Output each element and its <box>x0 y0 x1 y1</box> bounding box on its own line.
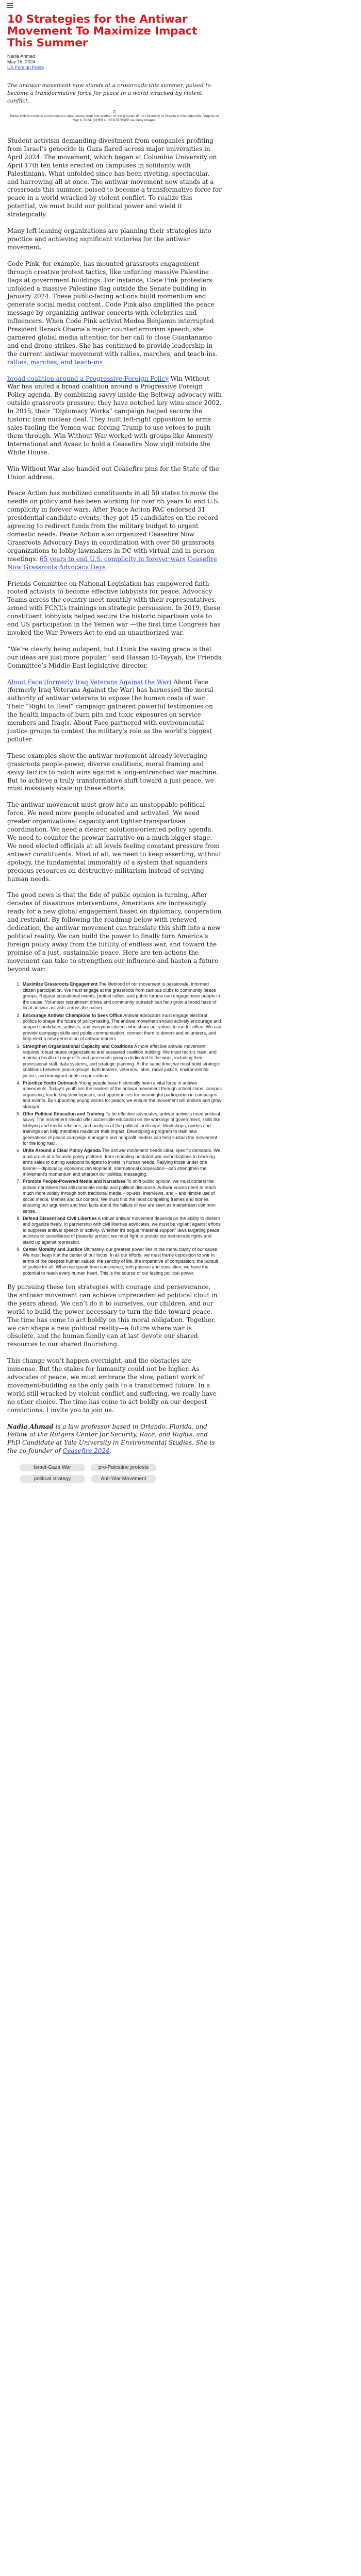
list-item <box>22 1148 222 1177</box>
body-paragraph-3-text: Code Pink, for example, has mounted grassroots engagement through creative protest tactics, like unfurling massive Palestine flags at government buildings. For instance, Code Pink protesters unfolded a massive Palestine flag outside the Senate building in January 2024. These public-facing actions build momentum and generate social media content. Code Pink also amplified the peace message by organizing antiwar concerts with celebrities and influencers. When Code Pink activist Medea Benjamin interrupted President Barack Obama’s major counterterrorism speech, she garnered global media attention for her call to close Guantanamo and end drone strikes. She has continued to provide leadership in the current antiwar movement with rallies, marches, and teach-ins. <box>7 260 218 358</box>
body-paragraph-9-text: About Face (formerly Iraq Veterans Against the War) has harnessed the moral authority of antiwar veterans to expose the human costs of war. Their “Right to Heal” campaign gathered powerful testimonies on the health impacts of burn pits and toxic exposures on service members and Iraqis. About Face partnered with environmental justice groups to contest the military’s role as the world’s biggest polluter. <box>7 678 214 743</box>
strategy-title: Defend Dissent and Civil Liberties <box>23 1215 97 1221</box>
body-paragraph-11: The antiwar movement must grow into an unstoppable political force. We need more people educated and activated. We need greater organizational capacity and tighter transpartisan coordination. We need a clearer, solutions-oriented policy agenda. We need to counter the prowar narrative on a much bigger stage. We need elected officials at all levels feeling constant pressure from antiwar constituents. Most of all, we need to keep asserting, without apology, the fundamental immorality of a system that squanders precious resources on destructive militarism instead of serving human needs. <box>7 801 222 883</box>
coalition-link[interactable]: broad coalition around a Progressive Foreign Policy <box>7 375 169 382</box>
years-link[interactable]: 65 years to end U.S. complicity in forever wars <box>39 555 186 563</box>
strategy-title: Offer Political Education and Training <box>23 1111 105 1116</box>
article-body <box>7 137 222 1455</box>
strategy-text: A robust antiwar movement depends on the ability to dissent and organize freely. In partnership with civil liberties advocates, we must be vigilant against efforts to suppress antiwar speech or activity. Whether it’s bogus “material support” laws targeting peace activists or surveillance of peaceful protest, we must fight to protect our democratic rights and stand up against repression. <box>23 1215 221 1245</box>
strategy-text: The lifeblood of our movement is passionate, informed citizen participation. We must engage at the grassroots from campus clubs to community peace groups. Regular educational events, protest rallies, and public forums can engage more people in the cause. Volunteer recruitment drives and community outreach can help grow a broad base of local antiwar activists across the nation. <box>23 981 220 1011</box>
strategy-text: A more effective antiwar movement requires robust peace organizations and sustained coalition building. We must recruit, train, and maintain health of nonprofits and grassroots groups dedicated to the work, including their professional staff, data systems, and strategic planning. At the same time, we must build strategic coalitions between peace groups, faith leaders, veterans, labor, racial justice, environmental justice, and immigrant rights organizations. <box>23 1043 220 1078</box>
article-meta <box>7 54 222 71</box>
strategy-text: The antiwar movement needs clear, specific demands. We must arrive at a focused policy platform, from repealing outdated war authorizations to blocking arms sales to cutting weapons budgets to invest in human needs. Rallying those under one banner—diplomacy, economic development, international cooperation—can strengthen the movement’s momentum and sharpen our political messaging. <box>23 1148 221 1177</box>
body-paragraph-4-text: Win Without War has united a broad coalition around a Progressive Foreign Policy agenda. By combining savvy inside-the-Beltway advocacy with outside grassroots pressure, they have notched key wins since 2002. In 2015, their “Diplomacy Works” campaign helped secure the historic Iran nuclear deal. They built left-right opposition to arms sales fueling the Yemen war, forcing Trump to use vetoes to push them through. Win Without War worked with groups like Amnesty International and Avaaz to hold a Ceasefire Now vigil outside the White House. <box>7 375 222 456</box>
strategy-title: Maximize Grassroots Engagement <box>23 981 98 987</box>
body-paragraph-3 <box>7 260 222 367</box>
list-item <box>22 1044 222 1079</box>
rallies-link[interactable]: rallies, marches, and teach-ins <box>7 358 103 366</box>
bio-end: . <box>109 1447 112 1455</box>
bio-name: Nadia Ahmad <box>7 1422 54 1430</box>
advocacy-days-link[interactable]: Ceasefire Now Grassroots Advocacy Days <box>7 555 217 571</box>
strategy-title: Promote People-Powered Media and Narratives <box>23 1179 126 1184</box>
strategy-title: Encourage Antiwar Champions to Seek Office <box>23 1012 122 1018</box>
body-paragraph-6-text: Peace Action has mobilized constituents in all 50 states to move the needle on policy and has been working for over 65 years to end U.S. complicity in forever wars. After Peace Action PAC endorsed 31 presidential candidate events, they got 15 candidates on the record agreeing to redirect funds from the military budget to urgent domestic needs. Peace Action also organized Ceasefire Now Grassroots Advocacy Days in coordination with over 50 grassroots organizations to lobby lawmakers in DC with virtual and in-person meetings. <box>7 489 220 563</box>
body-paragraph-5: Win Without War also handed out Ceasefire pins for the State of the Union address. <box>7 465 219 481</box>
body-paragraph-1: Student activism demanding divestment from companies profiting from Israel’s genocide in Gaza flared across major universities in April 2024. The movement, which began at Columbia University on April 17th ten tents erected on campuses in solidarity with Palestinians. What unfolded since has been riveting, spectacular, and harrowing all at once. The antiwar movement now stands at a crossroads this summer, poised to become a transformative force for peace in a world wracked by violent conflict. To realize this potential, we must build our political power and wield it strategically. <box>7 137 222 218</box>
strategy-title: Center Morality and Justice <box>23 1246 83 1252</box>
list-item <box>22 1216 222 1245</box>
image-placeholder-icon <box>113 110 116 113</box>
tag-pill[interactable]: Anti-War Movement <box>91 1475 156 1483</box>
article-title: 10 Strategies for the Antiwar Movement To Maximize Impact This Summer <box>7 13 198 49</box>
about-face-link[interactable]: About Face (formerly Iraq Veterans Against the War) <box>7 678 172 686</box>
body-paragraph-10: These examples show the antiwar movement already leveraging grassroots people-power, diverse coalitions, moral framing and savvy tactics to notch wins against a long-entrenched war machine. But to achieve a truly transformative shift toward a just peace, we must massively scale up these efforts. <box>7 752 219 792</box>
closing-paragraph-2: This change won’t happen overnight, and the obstacles are immense. But the stakes for humanity could not be higher. As advocates of peace, we must embrace the slow, patient work of movement-building as the only path to a transformed future. In a world still wracked by violent conflict and suffering, we really have no other choice. The time has come to act boldly on our deepest convictions. I invite you to join us. <box>7 1357 217 1414</box>
article <box>7 13 222 1483</box>
top-bar <box>0 0 361 10</box>
tag-pill[interactable]: Israel-Gaza War <box>20 1464 85 1471</box>
body-paragraph-9 <box>7 679 222 744</box>
author-bio <box>7 1423 222 1456</box>
tag-list <box>20 1464 174 1483</box>
strategy-text: Young people have historically been a vital force in antiwar movements. Today’s youth are the leaders of the antiwar movement through school clubs, campus organizing, leadership development, and opportunities for meaningful participation in campaigns and events. By supporting young voices for peace, we ensure the movement will endure and grow stronger. <box>23 1080 222 1109</box>
category-link[interactable]: US Foreign Policy <box>7 65 45 70</box>
body-paragraph-2: Many left-leaning organizations are planning their strategies into practice and achieving significant victories for the antiwar movement. <box>7 227 211 251</box>
tag-pill[interactable]: political strategy <box>20 1475 85 1483</box>
strategies-list <box>7 981 222 1276</box>
strategy-title: Unite Around a Clear Policy Agenda <box>23 1148 101 1154</box>
body-paragraph-4 <box>7 375 222 457</box>
body-paragraph-6 <box>7 489 222 571</box>
list-item <box>22 1080 222 1110</box>
list-item <box>22 1013 222 1042</box>
closing-paragraph-1: By pursuing these ten strategies with courage and perseverance, the antiwar movement can achieve unprecedented political clout in the years ahead. We can’t do it to ourselves, our children, and our world to build the power necessary to turn the tide toward peace. The time has come to act boldly on this moral obligation. Together, we can shape a new political reality—a future where war is obsolete, and the human family can at last devote our shared resources to our shared flourishing. <box>7 1283 218 1348</box>
strategy-title: Strengthen Organizational Capacity and Coalitions <box>23 1043 134 1049</box>
list-item <box>22 1179 222 1214</box>
hamburger-menu-icon[interactable] <box>7 3 13 8</box>
bio-text: is a law professor based in Orlando, Florida, and Fellow at the Rutgers Center for Security, Race, and Rights, and PhD Candidate at Yale University in Environmental Studies. She is the co-founder of <box>7 1422 215 1455</box>
strategy-text: To shift public opinion, we must contest the prowar narratives that still dominate media and political discourse. Antiwar voices need to reach much more widely through both traditional media – op-eds, interviews, and – and nimble use of social media. Memes and cut content. We must find the most compelling frames and stories, ensuring our argument and best facts about the failure of war are seen as mainstream common sense. <box>23 1179 216 1214</box>
photo-caption-text: Police with riot shields and protesters stand across from one another on the grounds of the University of Virginia in Charlottesville, Virginia on May 4, 2024. (CHERYL SENTER/AFP via Getty Images) <box>10 114 219 122</box>
list-item <box>22 981 222 1011</box>
author-name: Nadia Ahmad <box>7 54 36 59</box>
body-paragraph-7: Friends Committee on National Legislation has empowered faith-rooted activists to become effective lobbyists for peace. Advocacy Teams across the country meet monthly with their representatives, armed with FCNL’s trainings on strategic persuasion. In 2019, these constituent lobbyists helped secure the historic bipartisan vote to end US participation in the Yemen war —the first time Congress has invoked the War Powers Act to end an unauthorized war. <box>7 580 221 636</box>
tag-pill[interactable]: pro-Palestine protests <box>91 1464 156 1471</box>
strategy-text: Antiwar advocates must engage electoral politics to shape the future of policymaking. The antiwar movement should actively encourage and support candidates, activists, and everyday citizens who share our values to run for office. We can provide campaign skills and public communication, connect them to donors and volunteers, and help elect a new generation of antiwar leaders. <box>23 1012 221 1042</box>
strategy-text: To be effective advocates, antiwar activists need political savvy. The movement should offer accessible education on the workings of government, skills like lobbying and media relations, and analysis of the political landscape. Workshops, guides and trainings can help members maximize their impact. Developing a program to train new generations of peace campaign managers and nonprofit leaders can help sustain the movement for the long haul. <box>23 1111 221 1146</box>
ceasefire-link[interactable]: Ceasefire 2024 <box>62 1447 110 1455</box>
list-item <box>22 1247 222 1276</box>
list-item <box>22 1111 222 1146</box>
publish-date: May 16, 2024 <box>7 59 36 64</box>
article-standfirst: The antiwar movement now stands at a crossroads this summer, poised to become a transformative force for peace in a world wracked by violent conflict. <box>7 82 211 104</box>
body-paragraph-8: “We’re clearly being outspent, but I think the saving grace is that our ideas are just more popular,” said Hassan El-Tayyab, the Friends Committee’s Middle East legislative director. <box>7 645 222 669</box>
strategy-text: Ultimately, our greatest power lies in the moral clarity of our cause. We must keep it at the center of our focus. In all our efforts, we must frame opposition to war in terms of the deepest human values: the sanctity of life, the imperative of compassion, the pursuit of justice for all. When we speak from conscience, with passion and conviction, we have the potential to reach every human heart. This is the source of our lasting political power. <box>23 1246 219 1276</box>
body-paragraph-12: The good news is that the tide of public opinion is turning. After decades of disastrous interventions, Americans are increasingly ready for a new global engagement based on diplomacy, cooperation and restraint. By following the roadmap below with renewed dedication, the antiwar movement can translate this shift into a new political reality. We can build the power to finally turn America’s foreign policy away from the futility of endless war, and toward the promise of a just, sustainable peace. Here are ten actions the movement can take to strengthen our influence and hasten a future beyond war: <box>7 891 222 973</box>
strategy-title: Prioritize Youth Outreach <box>23 1080 78 1086</box>
photo-caption <box>7 110 222 123</box>
